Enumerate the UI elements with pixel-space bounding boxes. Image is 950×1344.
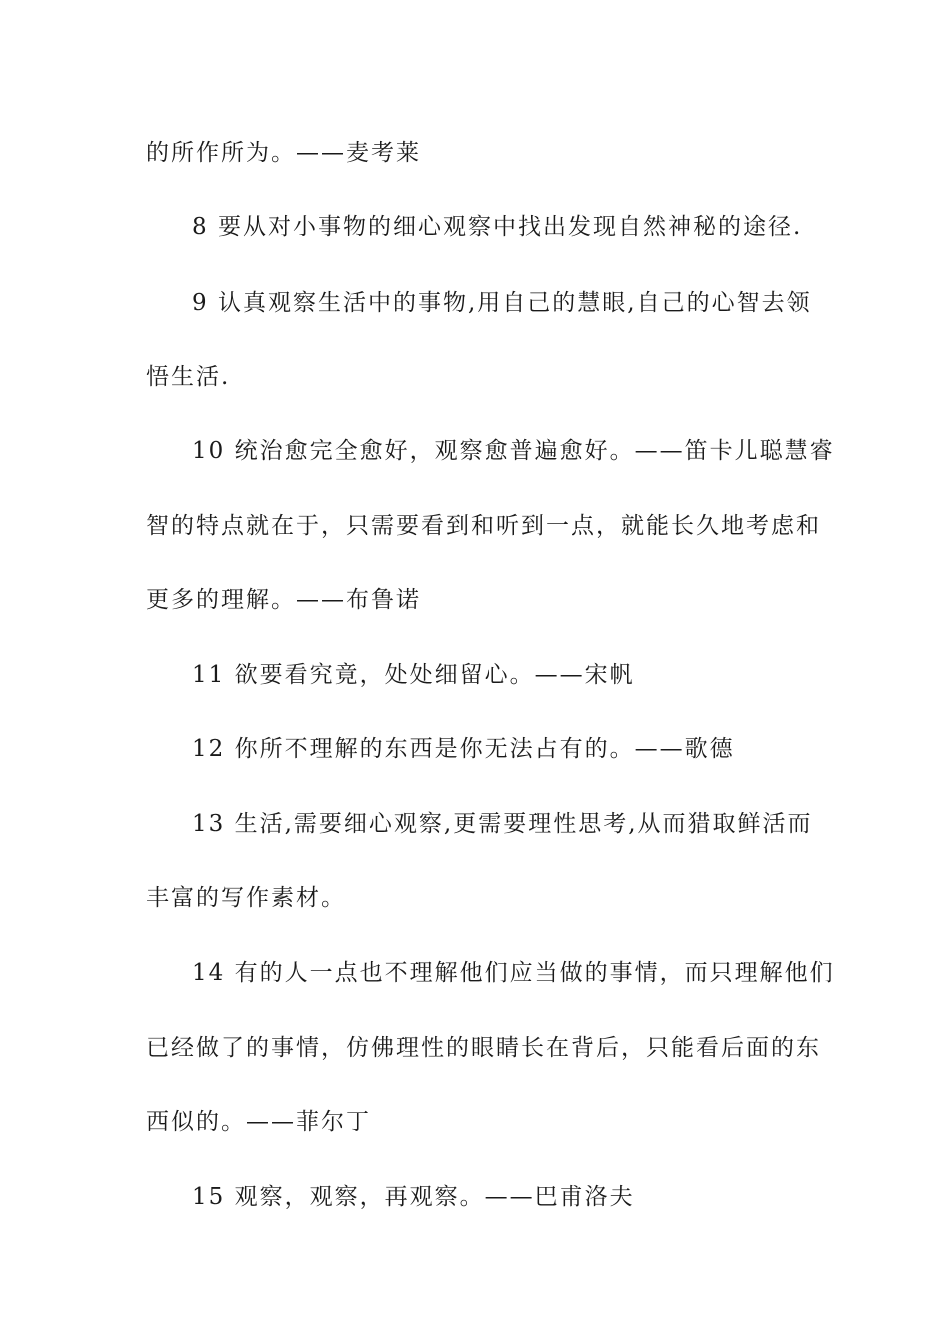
text-line-1: 的所作所为。——麦考莱 — [146, 140, 421, 166]
text-line-6: 智的特点就在于，只需要看到和听到一点，就能长久地考虑和 — [146, 513, 821, 539]
text-line-13: 已经做了的事情，仿佛理性的眼睛长在背后，只能看后面的东 — [146, 1035, 821, 1061]
text-line-10: 13 生活,需要细心观察,更需要理性思考,从而猎取鲜活而 — [192, 811, 813, 837]
text-line-15: 15 观察，观察，再观察。——巴甫洛夫 — [192, 1184, 635, 1210]
text-line-8: 11 欲要看究竟，处处细留心。——宋帆 — [192, 662, 635, 688]
text-line-4: 悟生活. — [146, 364, 231, 390]
text-line-11: 丰富的写作素材。 — [146, 885, 346, 911]
text-line-14: 西似的。——菲尔丁 — [146, 1109, 371, 1135]
text-line-7: 更多的理解。——布鲁诺 — [146, 587, 421, 613]
text-line-12: 14 有的人一点也不理解他们应当做的事情，而只理解他们 — [192, 960, 835, 986]
text-line-9: 12 你所不理解的东西是你无法占有的。——歌德 — [192, 736, 735, 762]
text-line-5: 10 统治愈完全愈好，观察愈普遍愈好。——笛卡儿聪慧睿 — [192, 438, 835, 464]
text-line-3: 9 认真观察生活中的事物,用自己的慧眼,自己的心智去领 — [192, 290, 812, 316]
text-line-2: 8 要从对小事物的细心观察中找出发现自然神秘的途径. — [192, 214, 803, 240]
